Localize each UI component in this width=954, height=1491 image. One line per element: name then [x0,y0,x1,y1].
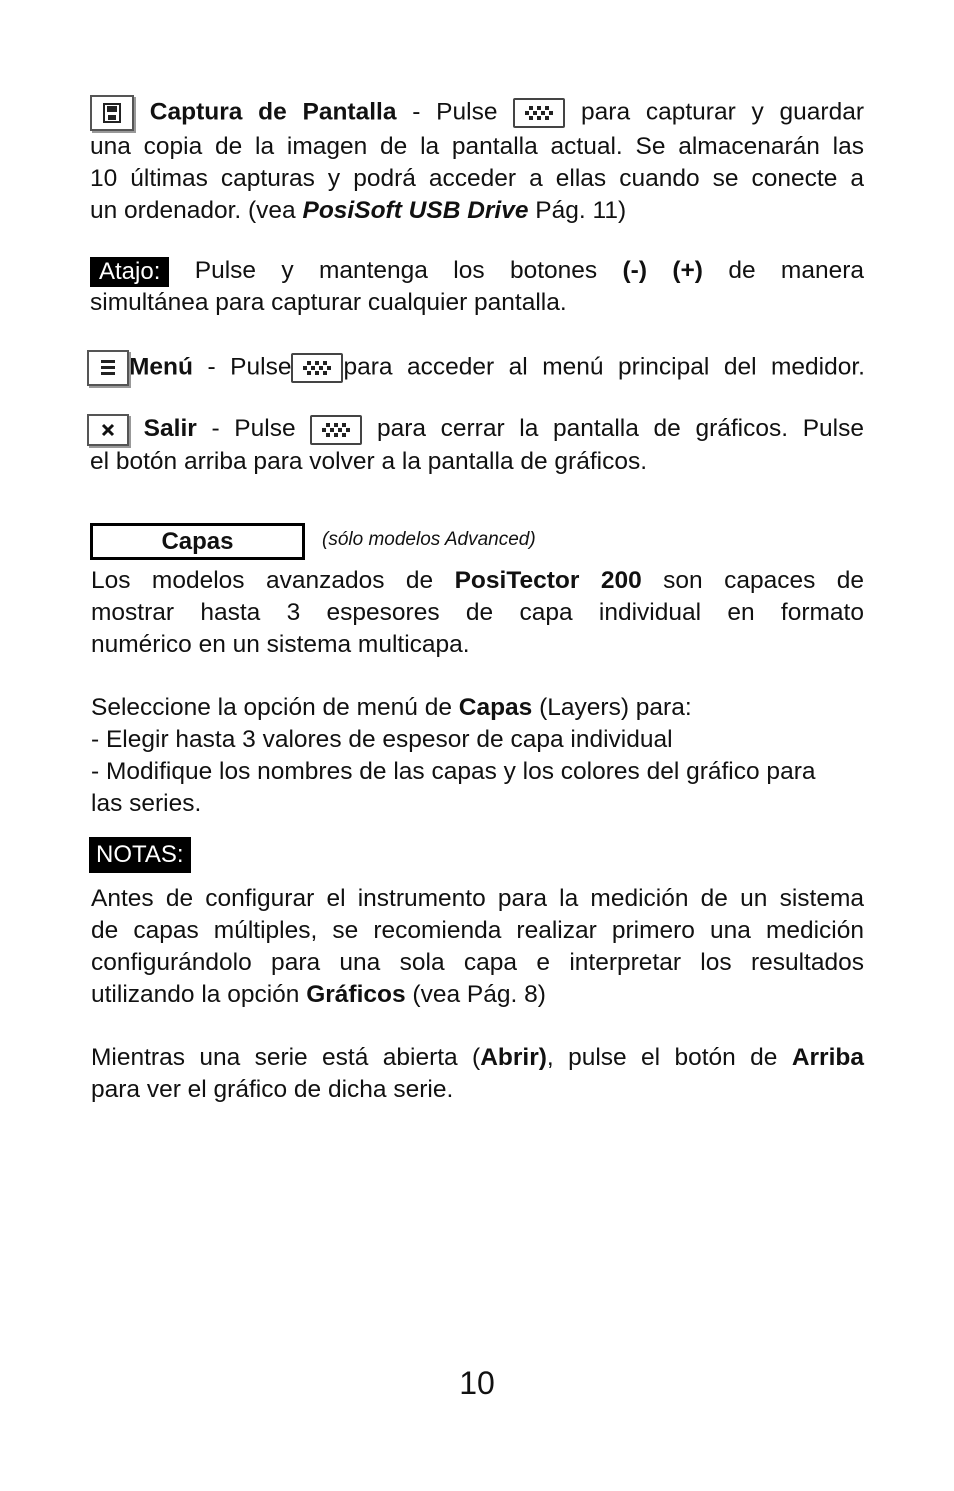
exit-line-2: el botón arriba para volver a la pantalla de gráficos. [90,447,648,475]
shortcut-line-1: Atajo: Pulse y mantenga los botones (-) (+) de manera [90,255,864,287]
screenshot-line-3: 10 últimas capturas y podrá acceder a ellas cuando se conecte a [90,165,864,192]
screenshot-paragraph [90,95,864,227]
layers-p1-line-3: numérico en un sistema multicapa. [91,631,470,658]
screenshot-line-1 [90,95,864,131]
exit-title: Salir [143,415,197,442]
layers-heading: Capas [90,523,305,560]
notes-paragraph-2 [91,1042,864,1106]
screenshot-line-2: una copia de la imagen de la pantalla actual. Se almacenarán las [90,133,864,160]
product-name: PosiTector 200 [454,567,642,594]
notes-p1-line-2: de capas múltiples, se recomienda realizar primero una medición [91,917,864,944]
notes-p2-line-1: Mientras una serie está abierta (Abrir), pulse el botón de Arriba [91,1044,864,1071]
shortcut-line-2: simultánea para capturar cualquier pantalla. [90,289,567,316]
layers-p2-line-3: - Modifique los nombres de las capas y los colores del gráfico para [91,758,816,785]
center-button-icon [291,353,343,383]
menu-paragraph [87,350,865,386]
layers-p1-line-1: Los modelos avanzados de PosiTector 200 son capaces de [91,567,865,594]
notes-p1-line-4: utilizando la opción Gráficos (vea Pág. 8) [91,981,546,1008]
exit-line-1: Salir - Pulse para cerrar la pantalla de gráficos. Pulse [87,413,864,446]
advanced-models-note: (sólo modelos Advanced) [322,529,536,550]
menu-title: Menú [129,353,193,381]
layers-p2-line-4: las series. [91,790,202,817]
notes-p1-line-1: Antes de configurar el instrumento para la medición de un sistema [91,885,864,912]
layers-paragraph-1 [91,565,864,661]
notes-p2-line-2: para ver el gráfico de dicha serie. [91,1076,454,1103]
exit-paragraph [87,413,864,478]
layers-p2-line-1: Seleccione la opción de menú de Capas (Layers) para: [91,694,692,721]
notes-tag-wrap [89,837,191,873]
notes-tag: NOTAS: [89,837,191,873]
page-number: 10 [459,1365,495,1401]
center-button-icon [310,415,362,445]
menu-icon [87,350,129,386]
layers-p1-line-2: mostrar hasta 3 espesores de capa individual en formato [91,599,864,626]
shortcut-paragraph [90,255,864,319]
layers-p2-line-2: - Elegir hasta 3 valores de espesor de capa individual [91,726,673,753]
notes-paragraph-1 [91,883,864,1011]
shortcut-tag: Atajo: [90,257,169,287]
screenshot-title: Captura de Pantalla [149,98,397,126]
close-icon [87,414,129,446]
save-icon [90,95,134,131]
notes-p1-line-3: configurándolo para una sola capa e interpretar los resultados [91,949,864,976]
posisoft-reference: PosiSoft USB Drive [302,197,529,224]
minus-plus-buttons: (-) (+) [622,257,703,284]
menu-line: Menú - Pulse para acceder al menú principal del medidor. [87,350,865,386]
center-button-icon [513,98,565,128]
layers-paragraph-2 [91,692,864,820]
screenshot-line-4: un ordenador. (vea PosiSoft USB Drive Pág. 11) [90,197,627,224]
screenshot-pre: - Pulse [412,98,498,126]
screenshot-line1-tail: para capturar y guardar [581,98,864,126]
